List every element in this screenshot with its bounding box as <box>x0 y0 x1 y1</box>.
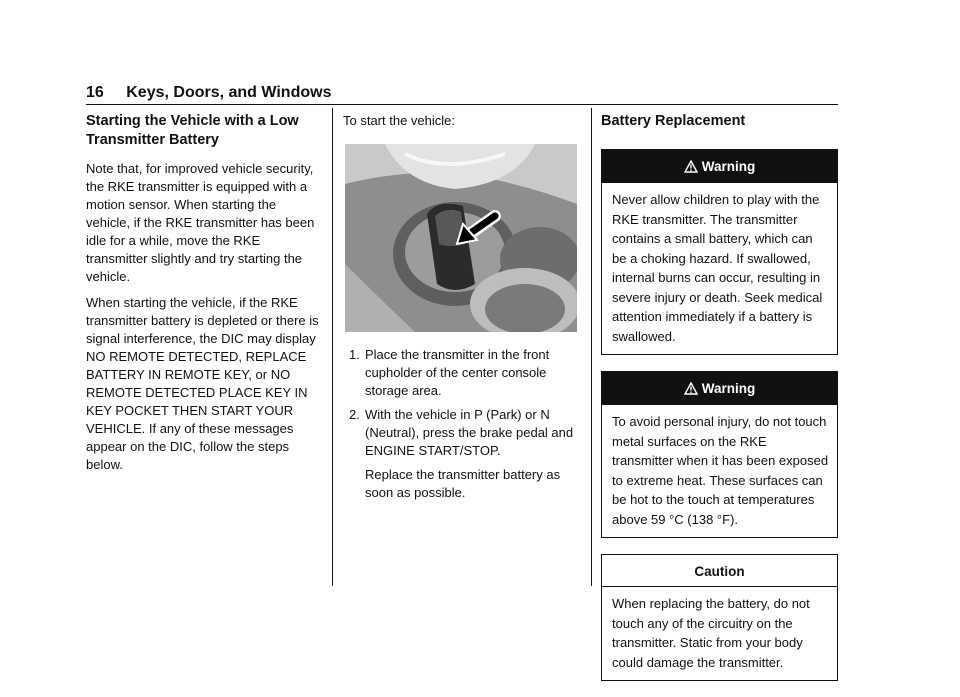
warning-title: Warning <box>701 381 756 396</box>
page-number: 16 <box>86 84 104 101</box>
caution-text: When replacing the battery, do not touch any of the circuitry on the transmitter. Static from your body could damage the transmitter. <box>612 596 810 670</box>
list-item <box>343 406 579 502</box>
caution-box <box>601 554 838 681</box>
section-title: Keys, Doors, and Windows <box>126 84 332 101</box>
motion-sensor-paragraph: Note that, for improved vehicle security, the RKE transmitter is equipped with a motion sensor. When starting the vehicle, if the RKE transmitter has been idle for a while, move the RKE transmitter slightly and try starting the vehicle. <box>86 161 315 284</box>
warning-title: Warning <box>701 159 756 174</box>
column-divider-1 <box>332 108 333 586</box>
warning-box-heat <box>601 371 838 538</box>
list-item <box>343 346 579 400</box>
warning-header <box>602 372 837 405</box>
step-number: 2. <box>349 407 360 422</box>
battery-replacement-heading: Battery Replacement <box>601 113 746 129</box>
step-note: Replace the transmitter battery as soon as possible. <box>365 467 561 500</box>
start-steps-list <box>343 346 579 502</box>
column-divider-2 <box>591 108 592 586</box>
page-header <box>86 84 331 102</box>
middle-column <box>343 112 579 508</box>
warning-box-children <box>601 149 838 355</box>
cupholder-photo <box>345 144 577 332</box>
caution-header: Caution <box>602 555 837 587</box>
warning-icon <box>684 382 698 400</box>
header-divider <box>86 104 838 105</box>
start-intro: To start the vehicle: <box>343 113 455 128</box>
step-text: With the vehicle in P (Park) or N (Neutral), press the brake pedal and ENGINE START/STOP. <box>365 407 574 458</box>
left-column <box>86 112 322 482</box>
step-number: 1. <box>349 347 360 362</box>
warning-icon <box>684 160 698 178</box>
dic-message-paragraph: When starting the vehicle, if the RKE transmitter battery is depleted or there is signal interference, the DIC may display NO REMOTE DETECTED, REPLACE BATTERY IN REMOTE KEY, or NO REMOTE DETECTED PLACE KEY IN KEY POCKET THEN START YOUR VEHICLE. If any of these messages appear on the DIC, follow the steps below. <box>86 295 319 472</box>
right-column <box>601 112 838 697</box>
step-text: Place the transmitter in the front cupholder of the center console storage area. <box>365 347 550 398</box>
warning-text: Never allow children to play with the RKE transmitter. The transmitter contains a small battery, which can be a choking hazard. If swallowed, internal burns can occur, resulting in severe injury or death. Seek medical attention immediately if a battery is swallowed. <box>612 192 823 344</box>
warning-text: To avoid personal injury, do not touch metal surfaces on the RKE transmitter when it has been exposed to extreme heat. These surfaces can be hot to the touch at temperatures above 59 °C (138 °F). <box>612 414 829 527</box>
warning-header <box>602 150 837 183</box>
low-battery-heading: Starting the Vehicle with a Low Transmitter Battery <box>86 113 299 148</box>
